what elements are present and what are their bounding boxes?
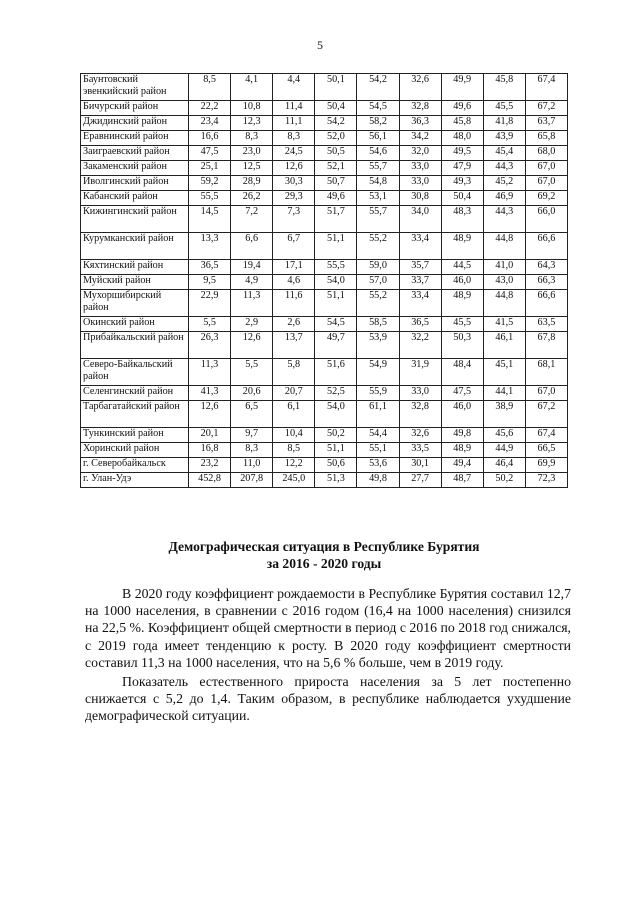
value-cell: 2,6 (273, 317, 315, 332)
value-cell: 6,1 (273, 401, 315, 428)
value-cell: 49,5 (441, 146, 483, 161)
district-name-cell: г. Северобайкальск (81, 458, 189, 473)
value-cell: 54,6 (357, 146, 399, 161)
value-cell: 245,0 (273, 473, 315, 488)
value-cell: 12,6 (189, 401, 231, 428)
table-row (81, 191, 568, 206)
value-cell: 20,6 (231, 386, 273, 401)
value-cell: 5,8 (273, 359, 315, 386)
value-cell: 51,6 (315, 359, 357, 386)
table-row (81, 458, 568, 473)
value-cell: 11,0 (231, 458, 273, 473)
value-cell: 45,5 (483, 101, 525, 116)
value-cell: 10,4 (273, 428, 315, 443)
district-population-table (80, 73, 568, 488)
district-name-cell: Еравнинский район (81, 131, 189, 146)
district-name-cell: Бичурский район (81, 101, 189, 116)
value-cell: 2,9 (231, 317, 273, 332)
value-cell: 66,6 (525, 290, 567, 317)
value-cell: 27,7 (399, 473, 441, 488)
district-name-cell: Джидинский район (81, 116, 189, 131)
value-cell: 33,7 (399, 275, 441, 290)
table-row (81, 260, 568, 275)
value-cell: 32,2 (399, 332, 441, 359)
value-cell: 54,2 (357, 74, 399, 101)
value-cell: 8,3 (231, 131, 273, 146)
value-cell: 32,6 (399, 428, 441, 443)
value-cell: 47,5 (441, 386, 483, 401)
value-cell: 49,7 (315, 332, 357, 359)
value-cell: 68,0 (525, 146, 567, 161)
value-cell: 38,9 (483, 401, 525, 428)
value-cell: 50,6 (315, 458, 357, 473)
value-cell: 31,9 (399, 359, 441, 386)
value-cell: 53,1 (357, 191, 399, 206)
value-cell: 72,3 (525, 473, 567, 488)
table-row (81, 317, 568, 332)
value-cell: 5,5 (189, 317, 231, 332)
value-cell: 12,3 (231, 116, 273, 131)
district-name-cell: Муйский район (81, 275, 189, 290)
value-cell: 46,9 (483, 191, 525, 206)
value-cell: 32,0 (399, 146, 441, 161)
value-cell: 66,3 (525, 275, 567, 290)
value-cell: 46,4 (483, 458, 525, 473)
value-cell: 34,2 (399, 131, 441, 146)
value-cell: 26,3 (189, 332, 231, 359)
value-cell: 16,8 (189, 443, 231, 458)
value-cell: 35,7 (399, 260, 441, 275)
value-cell: 55,5 (189, 191, 231, 206)
district-name-cell: Кяхтинский район (81, 260, 189, 275)
value-cell: 32,6 (399, 74, 441, 101)
value-cell: 23,4 (189, 116, 231, 131)
value-cell: 45,1 (483, 359, 525, 386)
value-cell: 33,4 (399, 290, 441, 317)
value-cell: 67,0 (525, 161, 567, 176)
value-cell: 67,4 (525, 428, 567, 443)
body-text (85, 585, 571, 725)
value-cell: 43,9 (483, 131, 525, 146)
value-cell: 63,5 (525, 317, 567, 332)
district-name-cell: Хоринский район (81, 443, 189, 458)
district-name-cell: Кижингинский район (81, 206, 189, 233)
value-cell: 48,7 (441, 473, 483, 488)
value-cell: 44,5 (441, 260, 483, 275)
value-cell: 452,8 (189, 473, 231, 488)
value-cell: 33,5 (399, 443, 441, 458)
value-cell: 49,6 (441, 101, 483, 116)
value-cell: 55,2 (357, 290, 399, 317)
table-row (81, 386, 568, 401)
district-name-cell: Тарбагатайский район (81, 401, 189, 428)
value-cell: 4,9 (231, 275, 273, 290)
value-cell: 54,2 (315, 116, 357, 131)
value-cell: 55,7 (357, 161, 399, 176)
value-cell: 57,0 (357, 275, 399, 290)
district-name-cell: Селенгинский район (81, 386, 189, 401)
district-name-cell: Заиграевский район (81, 146, 189, 161)
value-cell: 46,0 (441, 401, 483, 428)
value-cell: 20,7 (273, 386, 315, 401)
value-cell: 22,2 (189, 101, 231, 116)
value-cell: 53,6 (357, 458, 399, 473)
table-row (81, 359, 568, 386)
value-cell: 33,0 (399, 161, 441, 176)
district-name-cell: Тункинский район (81, 428, 189, 443)
value-cell: 51,7 (315, 206, 357, 233)
value-cell: 54,5 (315, 317, 357, 332)
value-cell: 55,5 (315, 260, 357, 275)
value-cell: 11,3 (189, 359, 231, 386)
value-cell: 12,5 (231, 161, 273, 176)
section-title (80, 538, 568, 572)
value-cell: 46,0 (441, 275, 483, 290)
district-name-cell: Иволгинский район (81, 176, 189, 191)
value-cell: 66,5 (525, 443, 567, 458)
table-row (81, 290, 568, 317)
value-cell: 4,4 (273, 74, 315, 101)
value-cell: 50,4 (441, 191, 483, 206)
district-name-cell: Прибайкальский район (81, 332, 189, 359)
value-cell: 66,0 (525, 206, 567, 233)
value-cell: 63,7 (525, 116, 567, 131)
value-cell: 49,8 (441, 428, 483, 443)
value-cell: 67,8 (525, 332, 567, 359)
value-cell: 58,5 (357, 317, 399, 332)
district-name-cell: Северо-Байкальский район (81, 359, 189, 386)
value-cell: 4,1 (231, 74, 273, 101)
value-cell: 49,8 (357, 473, 399, 488)
value-cell: 12,6 (231, 332, 273, 359)
value-cell: 7,3 (273, 206, 315, 233)
value-cell: 69,2 (525, 191, 567, 206)
value-cell: 50,4 (315, 101, 357, 116)
district-name-cell: г. Улан-Удэ (81, 473, 189, 488)
value-cell: 51,1 (315, 290, 357, 317)
value-cell: 33,0 (399, 176, 441, 191)
value-cell: 48,3 (441, 206, 483, 233)
value-cell: 49,4 (441, 458, 483, 473)
value-cell: 4,6 (273, 275, 315, 290)
district-name-cell: Закаменский район (81, 161, 189, 176)
value-cell: 44,3 (483, 206, 525, 233)
value-cell: 41,0 (483, 260, 525, 275)
value-cell: 207,8 (231, 473, 273, 488)
value-cell: 53,9 (357, 332, 399, 359)
value-cell: 44,9 (483, 443, 525, 458)
table-row (81, 233, 568, 260)
table-row (81, 161, 568, 176)
value-cell: 17,1 (273, 260, 315, 275)
value-cell: 44,8 (483, 233, 525, 260)
value-cell: 50,3 (441, 332, 483, 359)
value-cell: 25,1 (189, 161, 231, 176)
value-cell: 6,5 (231, 401, 273, 428)
value-cell: 55,1 (357, 443, 399, 458)
value-cell: 7,2 (231, 206, 273, 233)
value-cell: 14,5 (189, 206, 231, 233)
value-cell: 48,0 (441, 131, 483, 146)
value-cell: 52,5 (315, 386, 357, 401)
table-row (81, 131, 568, 146)
value-cell: 5,5 (231, 359, 273, 386)
table-row (81, 473, 568, 488)
value-cell: 33,0 (399, 386, 441, 401)
value-cell: 45,8 (483, 74, 525, 101)
value-cell: 22,9 (189, 290, 231, 317)
value-cell: 44,1 (483, 386, 525, 401)
value-cell: 9,7 (231, 428, 273, 443)
value-cell: 23,2 (189, 458, 231, 473)
value-cell: 8,3 (231, 443, 273, 458)
paragraph-birth-death-rates: В 2020 году коэффициент рождаемости в Республике Бурятия составил 12,7 на 1000 населения, в сравнении с 2016 годом (16,4 на 1000 населения) снизился на 22,5 %. Коэффициент общей смертности в период с 2016 по 2018 год снижался, с 2019 года имеет тенденцию к росту. В 2020 году коэффициент смертности составил 11,3 на 1000 населения, что на 5,6 % больше, чем в 2019 году. (85, 586, 572, 670)
value-cell: 52,1 (315, 161, 357, 176)
value-cell: 51,1 (315, 443, 357, 458)
table-row (81, 443, 568, 458)
value-cell: 33,4 (399, 233, 441, 260)
value-cell: 67,0 (525, 176, 567, 191)
value-cell: 10,8 (231, 101, 273, 116)
value-cell: 52,0 (315, 131, 357, 146)
value-cell: 51,1 (315, 233, 357, 260)
value-cell: 34,0 (399, 206, 441, 233)
value-cell: 50,5 (315, 146, 357, 161)
value-cell: 30,8 (399, 191, 441, 206)
value-cell: 54,0 (315, 275, 357, 290)
value-cell: 32,8 (399, 101, 441, 116)
value-cell: 44,3 (483, 161, 525, 176)
paragraph-natural-growth: Показатель естественного прироста населения за 5 лет постепенно снижается с 5,2 до 1,4. Таким образом, в республике наблюдается ухудшение демографической ситуации. (85, 674, 571, 724)
page-number: 5 (317, 38, 323, 52)
table-row (81, 332, 568, 359)
table-row (81, 101, 568, 116)
value-cell: 47,5 (189, 146, 231, 161)
value-cell: 19,4 (231, 260, 273, 275)
table-row (81, 146, 568, 161)
value-cell: 45,4 (483, 146, 525, 161)
table-row (81, 428, 568, 443)
value-cell: 20,1 (189, 428, 231, 443)
value-cell: 55,7 (357, 206, 399, 233)
value-cell: 12,6 (273, 161, 315, 176)
value-cell: 66,6 (525, 233, 567, 260)
table-row (81, 401, 568, 428)
value-cell: 16,6 (189, 131, 231, 146)
value-cell: 11,3 (231, 290, 273, 317)
value-cell: 48,9 (441, 233, 483, 260)
section-title-line-1: Демографическая ситуация в Республике Бурятия (168, 539, 480, 554)
value-cell: 13,3 (189, 233, 231, 260)
table-row (81, 176, 568, 191)
value-cell: 11,1 (273, 116, 315, 131)
value-cell: 11,4 (273, 101, 315, 116)
value-cell: 46,1 (483, 332, 525, 359)
value-cell: 50,2 (315, 428, 357, 443)
value-cell: 6,7 (273, 233, 315, 260)
value-cell: 50,2 (483, 473, 525, 488)
value-cell: 68,1 (525, 359, 567, 386)
value-cell: 6,6 (231, 233, 273, 260)
value-cell: 54,0 (315, 401, 357, 428)
value-cell: 45,5 (441, 317, 483, 332)
value-cell: 54,4 (357, 428, 399, 443)
value-cell: 41,8 (483, 116, 525, 131)
value-cell: 67,2 (525, 101, 567, 116)
table-row (81, 116, 568, 131)
value-cell: 36,3 (399, 116, 441, 131)
value-cell: 54,9 (357, 359, 399, 386)
value-cell: 28,9 (231, 176, 273, 191)
value-cell: 36,5 (189, 260, 231, 275)
value-cell: 54,5 (357, 101, 399, 116)
value-cell: 48,9 (441, 290, 483, 317)
value-cell: 47,9 (441, 161, 483, 176)
table-body (81, 74, 568, 488)
value-cell: 30,1 (399, 458, 441, 473)
value-cell: 45,8 (441, 116, 483, 131)
value-cell: 41,5 (483, 317, 525, 332)
value-cell: 55,2 (357, 233, 399, 260)
value-cell: 44,8 (483, 290, 525, 317)
value-cell: 59,0 (357, 260, 399, 275)
value-cell: 67,4 (525, 74, 567, 101)
value-cell: 36,5 (399, 317, 441, 332)
value-cell: 24,5 (273, 146, 315, 161)
value-cell: 8,5 (273, 443, 315, 458)
value-cell: 67,2 (525, 401, 567, 428)
section-title-line-2: за 2016 - 2020 годы (266, 556, 382, 571)
district-name-cell: Кабанский район (81, 191, 189, 206)
value-cell: 58,2 (357, 116, 399, 131)
value-cell: 61,1 (357, 401, 399, 428)
value-cell: 59,2 (189, 176, 231, 191)
district-name-cell: Баунтовский эвенкийский район (81, 74, 189, 101)
district-name-cell: Курумканский район (81, 233, 189, 260)
value-cell: 49,6 (315, 191, 357, 206)
value-cell: 48,4 (441, 359, 483, 386)
district-name-cell: Окинский район (81, 317, 189, 332)
value-cell: 64,3 (525, 260, 567, 275)
value-cell: 8,5 (189, 74, 231, 101)
value-cell: 11,6 (273, 290, 315, 317)
value-cell: 51,3 (315, 473, 357, 488)
value-cell: 23,0 (231, 146, 273, 161)
value-cell: 50,7 (315, 176, 357, 191)
value-cell: 49,3 (441, 176, 483, 191)
value-cell: 8,3 (273, 131, 315, 146)
value-cell: 30,3 (273, 176, 315, 191)
value-cell: 9,5 (189, 275, 231, 290)
table-row (81, 206, 568, 233)
value-cell: 65,8 (525, 131, 567, 146)
value-cell: 50,1 (315, 74, 357, 101)
value-cell: 54,8 (357, 176, 399, 191)
value-cell: 69,9 (525, 458, 567, 473)
value-cell: 12,2 (273, 458, 315, 473)
value-cell: 41,3 (189, 386, 231, 401)
value-cell: 26,2 (231, 191, 273, 206)
value-cell: 67,0 (525, 386, 567, 401)
value-cell: 45,2 (483, 176, 525, 191)
value-cell: 43,0 (483, 275, 525, 290)
value-cell: 56,1 (357, 131, 399, 146)
value-cell: 49,9 (441, 74, 483, 101)
value-cell: 48,9 (441, 443, 483, 458)
value-cell: 45,6 (483, 428, 525, 443)
table-row (81, 74, 568, 101)
value-cell: 55,9 (357, 386, 399, 401)
value-cell: 32,8 (399, 401, 441, 428)
table-row (81, 275, 568, 290)
value-cell: 29,3 (273, 191, 315, 206)
value-cell: 13,7 (273, 332, 315, 359)
district-name-cell: Мухоршибирский район (81, 290, 189, 317)
